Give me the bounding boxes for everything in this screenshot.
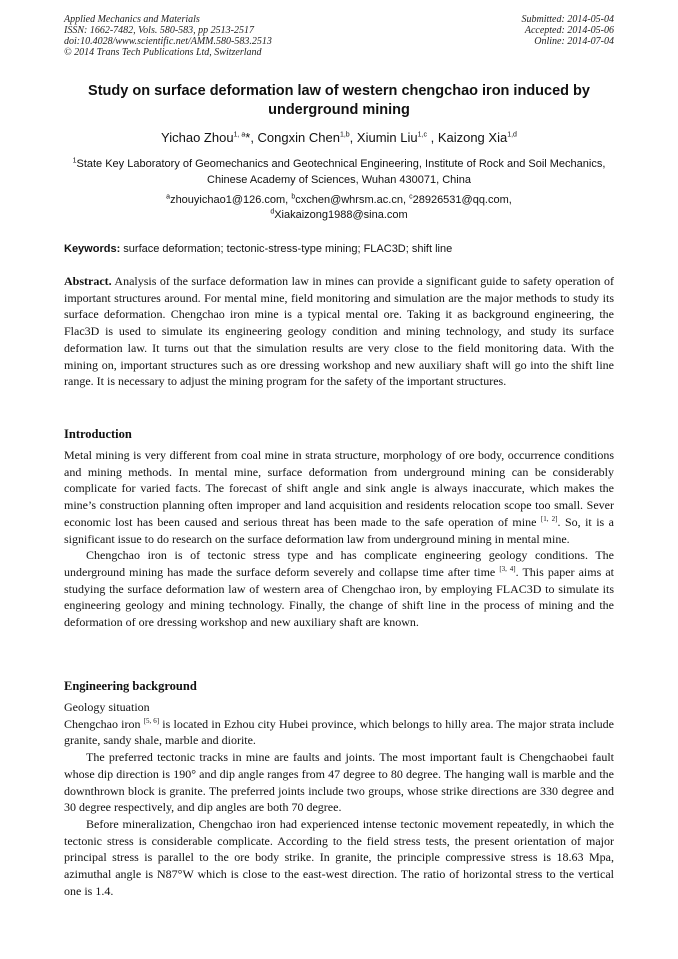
author-list: Yichao Zhou$^{1, a}$*, Congxin Chen$^{1,b}$, Xiumin Liu$^{1,c}$ , Kaizong Xia$^{1,d}$ xyxy=(161,130,517,145)
journal-name: Applied Mechanics and Materials xyxy=(64,14,200,25)
keywords xyxy=(64,242,614,256)
subheading: Geology situation xyxy=(64,700,150,714)
author-name: Kaizong Xia xyxy=(437,130,508,145)
accepted-date: Accepted: 2014-05-06 xyxy=(524,25,614,36)
keywords-label: Keywords: xyxy=(64,243,121,255)
citation[interactable]: [3, 4] xyxy=(499,564,516,573)
author-sup: 1,b xyxy=(339,131,350,139)
online-date: Online: 2014-07-04 xyxy=(534,36,614,47)
affiliation-text: State Key Laboratory of Geomechanics and Geotechnical Engineering, Institute of Rock and Soil Mechanics, Chinese Academy of Sciences, Wuhan 430071, China xyxy=(76,158,606,186)
abstract xyxy=(64,273,614,390)
paragraph: Chengchao iron is of tectonic stress type and has complicate engineering geology conditions. The underground mining has made the surface deform severely and collapse time after time [3, 4]. This paper aims at studying the surface deformation law of western area of Chengchao iron, by employing FLAC3D to simulate its engineering geology and mining technology. Finally, the change of shift line in the process of mining and the deformation of ore dressing workshop and new auxiliary shaft are known. xyxy=(64,548,615,630)
keywords-text: surface deformation; tectonic-stress-type mining; FLAC3D; shift line xyxy=(120,243,453,255)
copyright-line: © 2014 Trans Tech Publications Ltd, Switzerland xyxy=(64,47,262,58)
author-name: Yichao Zhou xyxy=(161,130,234,145)
corresponding-mark: * xyxy=(245,130,251,145)
affiliation xyxy=(64,156,614,188)
submitted-date: Submitted: 2014-05-04 xyxy=(521,14,614,25)
author-sup: 1, a xyxy=(233,131,246,139)
doi-line[interactable]: doi:10.4028/www.scientific.net/AMM.580-583.2513 xyxy=(64,36,272,47)
paragraph: Chengchao iron [5, 6] is located in Ezhou city Hubei province, which belongs to hilly area. The major strata include granite, sandy shale, marble and diorite. xyxy=(64,716,614,748)
author-name: Congxin Chen xyxy=(257,130,340,145)
abstract-text: Analysis of the surface deformation law in mines can provide a significant guide to safety operation of important structures around. For mental mine, field monitoring and simulation are the major methods to study its surface deformation. Chengchao iron mine is a typical mental ore. Taking it as background engineering, the Flac3D is used to simulate its engineering geology condition and mining technology, and study its surface deformation law. It turns out that the simulation results are very close to the field monitoring data. With the mining on, important structures such as ore dressing workshop and new auxiliary shaft will go into the shift line range. It is necessary to adjust the mining program for the safety of the important structures. xyxy=(64,274,614,389)
paragraph: Metal mining is very different from coal mine in strata structure, morphology of ore body, occurrence conditions and mining methods. In mental mine, surface deformation from underground mining can be considerably complicate for varied facts. The forecast of shift angle and sink angle is always inaccurate, which makes the mine’s construction planning often improper and land acquisition and residents relocation scope too small. Sever economic lost has been caused and serious threat has been made to the safe operation of mine [1, 2]. So, it is a significant issue to do research on the surface deformation law from underground mining in mental mine. xyxy=(64,448,614,546)
paper-title: Study on surface deformation law of western chengchao iron induced by underground mining xyxy=(88,83,590,118)
journal-header xyxy=(64,14,272,58)
paragraph: The preferred tectonic tracks in mine are faults and joints. The most important fault is Chengchaobei fault whose dip direction is 190° and dip angle ranges from 47 degree to 80 degree. The hanging wall is marble and the downthrown block is granite. The preferred joints include two groups, whose strike directions are 330 degree and 30 degree respectively, and dip angles are both 70 degree. xyxy=(64,750,614,815)
email-list: $^a$zhouyichao1@126.com, $^b$cxchen@whrsm.ac.cn, $^c$28926531@qq.com, $^d$Xiakaizong1988@sina.com xyxy=(166,193,512,221)
issn-line: ISSN: 1662-7482, Vols. 580-583, pp 2513-2517 xyxy=(64,25,254,36)
email-link[interactable]: zhouyichao1@126.com, xyxy=(170,194,292,206)
introduction-body xyxy=(64,447,614,631)
affiliation-sup: 1 xyxy=(72,157,77,165)
author-sup: 1,d xyxy=(507,131,517,139)
paragraph: Before mineralization, Chengchao iron had experienced intense tectonic movement repeatedly, in which the tectonic stress is considerable complicate. According to the field stress tests, the present orientation of major principal stress is parallel to the ore body strike. In granite, the principle compressive stress is 18.63 Mpa, azimuthal angle is N87°W which is close to the east-west direction. The ratio of horizontal stress to the vertical one is 1.4. xyxy=(64,816,614,898)
abstract-label: Abstract. xyxy=(64,274,112,288)
section-heading-engineering: Engineering background xyxy=(64,679,197,693)
author-name: Xiumin Liu xyxy=(356,130,418,145)
section-heading-introduction: Introduction xyxy=(64,427,132,441)
citation[interactable]: [5, 6] xyxy=(143,716,160,725)
email-link[interactable]: cxchen@whrsm.ac.cn, xyxy=(295,194,410,206)
email-link[interactable]: 28926531@qq.com, xyxy=(412,194,512,206)
email-link[interactable]: Xiakaizong1988@sina.com xyxy=(274,209,408,221)
citation[interactable]: [1, 2] xyxy=(540,514,558,523)
author-sup: 1,c xyxy=(417,131,427,139)
dates-header xyxy=(522,14,615,47)
engineering-body xyxy=(64,699,614,899)
